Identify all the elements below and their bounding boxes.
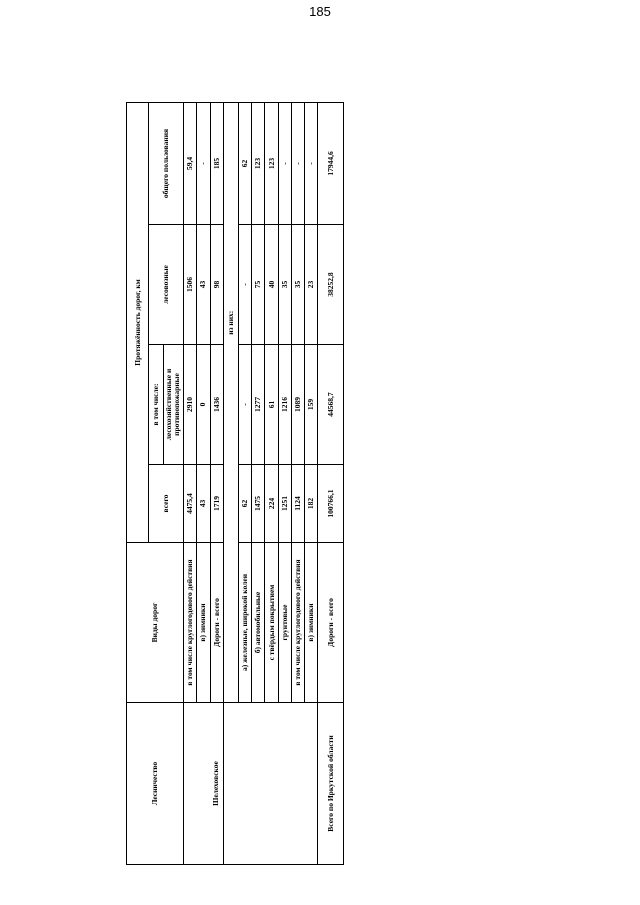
public-cell: 123: [265, 102, 278, 224]
road-type-cell: Дороги - всего: [318, 543, 344, 703]
header-including: в том числе:: [149, 345, 163, 465]
total-cell: 43: [197, 465, 210, 543]
table-row: [252, 102, 265, 864]
forest-fire-cell: 1216: [278, 345, 291, 465]
road-type-cell: в том числе круглогодового действия: [291, 543, 304, 703]
total-cell: 62: [239, 465, 252, 543]
timber-cell: 23: [305, 225, 318, 345]
road-type-cell: в том числе круглогодового действия: [184, 543, 197, 703]
header-total: всего: [149, 465, 184, 543]
roads-length-table: [126, 102, 344, 865]
public-cell: -: [305, 102, 318, 224]
total-region-label: Всего по Иркутской области: [318, 703, 344, 865]
header-length-title: Протяжённость дорог, км: [127, 102, 149, 542]
timber-cell: 75: [252, 225, 265, 345]
table-row: [265, 102, 278, 864]
table-row-of-them: [223, 102, 238, 864]
table-row: [278, 102, 291, 864]
road-type-cell: а) железные, широкой колеи: [239, 543, 252, 703]
public-cell: -: [197, 102, 210, 224]
forest-fire-cell: 1277: [252, 345, 265, 465]
total-cell: 1124: [291, 465, 304, 543]
road-type-cell: Дороги - всего: [210, 543, 223, 703]
header-public: общего пользования: [149, 102, 184, 224]
timber-cell: -: [239, 225, 252, 345]
road-type-cell: в) зимники: [305, 543, 318, 703]
total-cell: 1719: [210, 465, 223, 543]
forest-fire-cell: 1436: [210, 345, 223, 465]
total-cell: 224: [265, 465, 278, 543]
forest-fire-cell: 61: [265, 345, 278, 465]
forest-fire-cell: 44568,7: [318, 345, 344, 465]
public-cell: -: [291, 102, 304, 224]
timber-cell: 1506: [184, 225, 197, 345]
total-cell: 100766,1: [318, 465, 344, 543]
road-type-cell: с твёрдым покрытием: [265, 543, 278, 703]
header-road-types: Виды дорог: [127, 543, 184, 703]
table-row: [239, 102, 252, 864]
road-type-cell: грунтовые: [278, 543, 291, 703]
table-row: [197, 102, 210, 864]
timber-cell: 35: [291, 225, 304, 345]
timber-cell: 40: [265, 225, 278, 345]
road-type-cell: б) автомобильные: [252, 543, 265, 703]
table-row: [305, 102, 318, 864]
forestry-name-cell: Шелеховское: [210, 703, 223, 865]
timber-cell: 38252,8: [318, 225, 344, 345]
forest-fire-cell: 0: [197, 345, 210, 465]
public-cell: 59,4: [184, 102, 197, 224]
timber-cell: 43: [197, 225, 210, 345]
table-row: [291, 102, 304, 864]
total-cell: 4475,4: [184, 465, 197, 543]
total-cell: 1475: [252, 465, 265, 543]
public-cell: 62: [239, 102, 252, 224]
public-cell: 17944,6: [318, 102, 344, 224]
public-cell: 185: [210, 102, 223, 224]
total-cell: 182: [305, 465, 318, 543]
table-row: [184, 102, 197, 864]
public-cell: 123: [252, 102, 265, 224]
page-number: 185: [309, 4, 331, 19]
table-row-total: [318, 102, 344, 864]
public-cell: -: [278, 102, 291, 224]
of-them-label: из них:: [223, 102, 238, 542]
header-forest-fire: лесохозяйственные и противопожарные: [163, 345, 183, 465]
table-row: [210, 102, 223, 864]
timber-cell: 35: [278, 225, 291, 345]
roads-table-rotated: [126, 103, 344, 865]
timber-cell: 98: [210, 225, 223, 345]
total-cell: 1251: [278, 465, 291, 543]
forest-fire-cell: 2910: [184, 345, 197, 465]
forest-fire-cell: 159: [305, 345, 318, 465]
road-type-cell: в) зимники: [197, 543, 210, 703]
header-forestry: Лесничество: [127, 703, 184, 865]
forest-fire-cell: -: [239, 345, 252, 465]
forest-fire-cell: 1089: [291, 345, 304, 465]
header-timber: лесовозные: [149, 225, 184, 345]
